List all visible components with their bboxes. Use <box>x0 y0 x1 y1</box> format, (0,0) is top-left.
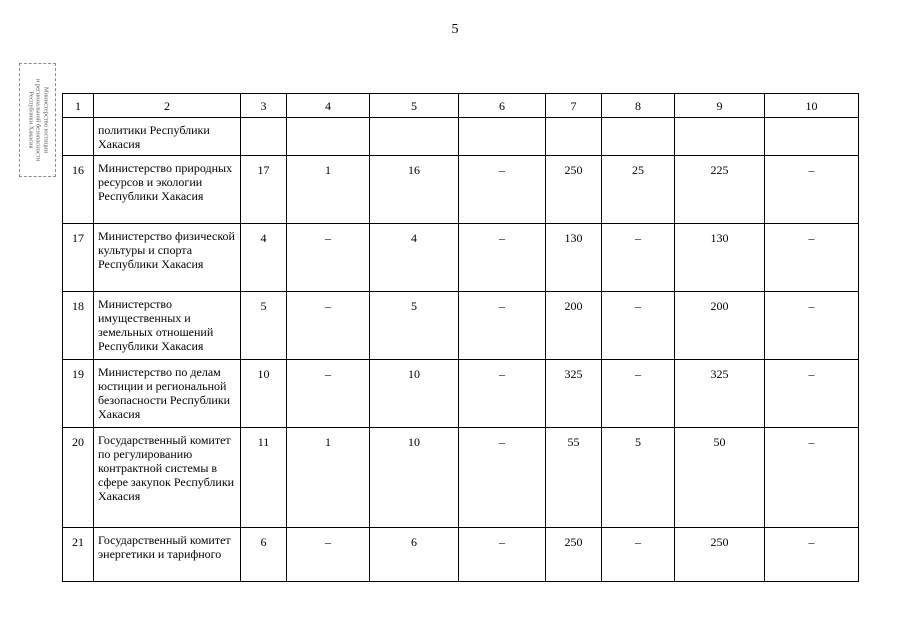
cell-col7: 250 <box>546 156 602 224</box>
header-cell: 6 <box>459 94 546 118</box>
cell-col3 <box>241 118 287 156</box>
cell-col8: – <box>602 292 675 360</box>
table-row <box>63 528 859 582</box>
table-row <box>63 156 859 224</box>
organization-name: Министерство имущественных и земельных отношений Республики Хакасия <box>94 292 241 360</box>
cell-col5: 4 <box>370 224 459 292</box>
cell-col3: 17 <box>241 156 287 224</box>
cell-col8: – <box>602 360 675 428</box>
header-cell: 1 <box>63 94 94 118</box>
cell-col5: 10 <box>370 360 459 428</box>
cell-col10 <box>765 118 859 156</box>
cell-col9: 225 <box>675 156 765 224</box>
stamp-text <box>26 79 49 161</box>
cell-col3: 11 <box>241 428 287 528</box>
cell-col4: – <box>287 224 370 292</box>
cell-col8: 25 <box>602 156 675 224</box>
cell-col7 <box>546 118 602 156</box>
row-number: 19 <box>63 360 94 428</box>
cell-col6: – <box>459 360 546 428</box>
cell-col10: – <box>765 224 859 292</box>
stamp-line: и региональной безопасности <box>34 78 42 162</box>
organization-name: Государственный комитет энергетики и тарифного <box>94 528 241 582</box>
cell-col7: 130 <box>546 224 602 292</box>
data-table <box>62 93 859 582</box>
table-row <box>63 224 859 292</box>
cell-col8: – <box>602 528 675 582</box>
cell-col8: 5 <box>602 428 675 528</box>
cell-col5: 5 <box>370 292 459 360</box>
cell-col6: – <box>459 428 546 528</box>
cell-col6: – <box>459 292 546 360</box>
header-cell: 7 <box>546 94 602 118</box>
cell-col3: 6 <box>241 528 287 582</box>
row-number: 16 <box>63 156 94 224</box>
organization-name: Министерство физической культуры и спорта Республики Хакасия <box>94 224 241 292</box>
cell-col4: – <box>287 360 370 428</box>
cell-col9: 250 <box>675 528 765 582</box>
registration-stamp <box>19 63 56 177</box>
header-cell: 2 <box>94 94 241 118</box>
cell-col7: 325 <box>546 360 602 428</box>
cell-col10: – <box>765 360 859 428</box>
organization-name: Министерство по делам юстиции и региональной безопасности Республики Хакасия <box>94 360 241 428</box>
cell-col6 <box>459 118 546 156</box>
cell-col6: – <box>459 156 546 224</box>
header-cell: 5 <box>370 94 459 118</box>
cell-col6: – <box>459 224 546 292</box>
cell-col4: 1 <box>287 156 370 224</box>
cell-col3: 4 <box>241 224 287 292</box>
cell-col4: 1 <box>287 428 370 528</box>
table-row <box>63 292 859 360</box>
cell-col5: 16 <box>370 156 459 224</box>
cell-col5 <box>370 118 459 156</box>
cell-col9 <box>675 118 765 156</box>
page-number: 5 <box>451 22 459 37</box>
cell-col4 <box>287 118 370 156</box>
cell-col9: 200 <box>675 292 765 360</box>
cell-col9: 50 <box>675 428 765 528</box>
organization-name: политики Республики Хакасия <box>94 118 241 156</box>
cell-col10: – <box>765 156 859 224</box>
cell-col7: 200 <box>546 292 602 360</box>
cell-col4: – <box>287 292 370 360</box>
row-number: 20 <box>63 428 94 528</box>
header-cell: 3 <box>241 94 287 118</box>
stamp-line: Министерство юстиции <box>41 86 49 154</box>
cell-col10: – <box>765 292 859 360</box>
row-number: 18 <box>63 292 94 360</box>
organization-name: Министерство природных ресурсов и экологии Республики Хакасия <box>94 156 241 224</box>
header-cell: 9 <box>675 94 765 118</box>
organization-name: Государственный комитет по регулированию контрактной системы в сфере закупок Республики Хакасия <box>94 428 241 528</box>
cell-col3: 5 <box>241 292 287 360</box>
table-row <box>63 360 859 428</box>
table-row <box>63 428 859 528</box>
cell-col4: – <box>287 528 370 582</box>
cell-col7: 250 <box>546 528 602 582</box>
header-cell: 4 <box>287 94 370 118</box>
stamp-line: Республики Хакасия <box>26 91 34 149</box>
header-cell: 10 <box>765 94 859 118</box>
table-header-row <box>63 94 859 118</box>
cell-col10: – <box>765 428 859 528</box>
cell-col8: – <box>602 224 675 292</box>
cell-col10: – <box>765 528 859 582</box>
cell-col9: 325 <box>675 360 765 428</box>
cell-col6: – <box>459 528 546 582</box>
cell-col5: 6 <box>370 528 459 582</box>
cell-col5: 10 <box>370 428 459 528</box>
header-cell: 8 <box>602 94 675 118</box>
row-number <box>63 118 94 156</box>
cell-col9: 130 <box>675 224 765 292</box>
row-number: 17 <box>63 224 94 292</box>
table-row <box>63 118 859 156</box>
row-number: 21 <box>63 528 94 582</box>
cell-col7: 55 <box>546 428 602 528</box>
cell-col8 <box>602 118 675 156</box>
cell-col3: 10 <box>241 360 287 428</box>
